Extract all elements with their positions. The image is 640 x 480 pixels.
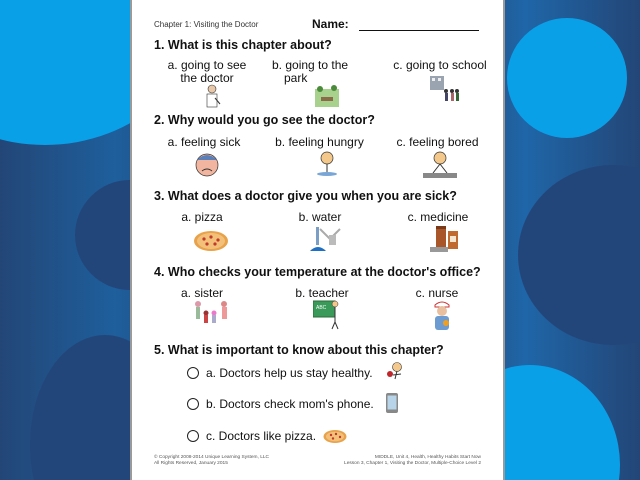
question-5: 5. What is important to know about this chapter? (154, 343, 444, 357)
option-3c[interactable] (398, 211, 478, 224)
radio-option-5c[interactable] (187, 430, 199, 442)
footer-text: Lesson 3, Chapter 1, Visiting the Doctor, Multiple-Choice Level 2 (344, 461, 481, 466)
option-2a[interactable] (164, 136, 244, 149)
option-text: c. going to school (393, 58, 487, 72)
option-text: the doctor (180, 71, 234, 85)
phone-icon (386, 393, 398, 413)
option-3b[interactable] (290, 211, 350, 224)
option-text: b. water (298, 210, 342, 224)
statement-5a[interactable]: a. Doctors help us stay healthy. (206, 366, 373, 380)
option-text: a. feeling sick (167, 135, 241, 149)
doctor-icon (202, 84, 222, 108)
option-4a[interactable] (172, 287, 232, 300)
option-text: c. feeling bored (396, 135, 479, 149)
option-1a[interactable] (162, 59, 252, 85)
footer-lesson-info (344, 455, 481, 467)
option-text: park (284, 71, 308, 85)
healthy-person-icon (385, 361, 405, 381)
footer-text: © Copyright 2008-2014 Unique Learning System, LLC (154, 455, 269, 460)
pizza-icon (193, 230, 229, 252)
option-text: a. pizza (181, 210, 223, 224)
question-4: 4. Who checks your temperature at the doctor's office? (154, 265, 481, 279)
option-2b[interactable] (272, 136, 367, 149)
water-fountain-icon (310, 225, 346, 253)
option-text: c. nurse (415, 286, 459, 300)
option-text: b. teacher (295, 286, 349, 300)
bg-circle (518, 165, 640, 345)
question-1: 1. What is this chapter about? (154, 38, 332, 52)
worksheet-page (130, 0, 505, 480)
option-3a[interactable] (172, 211, 232, 224)
name-field[interactable] (359, 30, 479, 31)
hungry-person-icon (316, 150, 338, 178)
question-2: 2. Why would you go see the doctor? (154, 113, 375, 127)
option-4b[interactable] (282, 287, 362, 300)
pizza-icon (323, 429, 347, 444)
question-3: 3. What does a doctor give you when you are sick? (154, 189, 457, 203)
option-text: c. medicine (407, 210, 469, 224)
footer-text: All Rights Reserved, January 2015 (154, 461, 228, 466)
teacher-chalkboard-icon (313, 300, 343, 330)
option-1b[interactable] (272, 59, 362, 85)
footer-copyright (154, 455, 269, 467)
sick-face-icon (193, 150, 221, 178)
radio-option-5b[interactable] (187, 398, 199, 410)
medicine-bottles-icon (428, 225, 464, 255)
family-icon (192, 300, 232, 330)
option-2c[interactable] (390, 136, 485, 149)
option-text: b. feeling hungry (275, 135, 364, 149)
nurse-icon (429, 300, 455, 332)
chapter-label: Chapter 1: Visiting the Doctor (154, 20, 259, 29)
bg-circle (507, 18, 627, 138)
statement-5c[interactable]: c. Doctors like pizza. (206, 429, 317, 443)
svg-text:ABC: ABC (316, 305, 327, 311)
radio-option-5a[interactable] (187, 367, 199, 379)
school-icon (428, 74, 460, 104)
option-4c[interactable] (402, 287, 472, 300)
name-label: Name: (312, 17, 349, 31)
option-text: a. sister (180, 286, 223, 300)
footer-text: MIDDLE, Unit 4, Health, Healthy Habits Start Now (374, 455, 481, 460)
statement-5b[interactable]: b. Doctors check mom's phone. (206, 397, 374, 411)
option-text: a. going to see (167, 58, 247, 72)
park-bench-icon (315, 85, 339, 107)
option-text: b. going to the (272, 58, 349, 72)
bored-person-icon (423, 150, 457, 178)
option-1c[interactable] (390, 59, 490, 72)
